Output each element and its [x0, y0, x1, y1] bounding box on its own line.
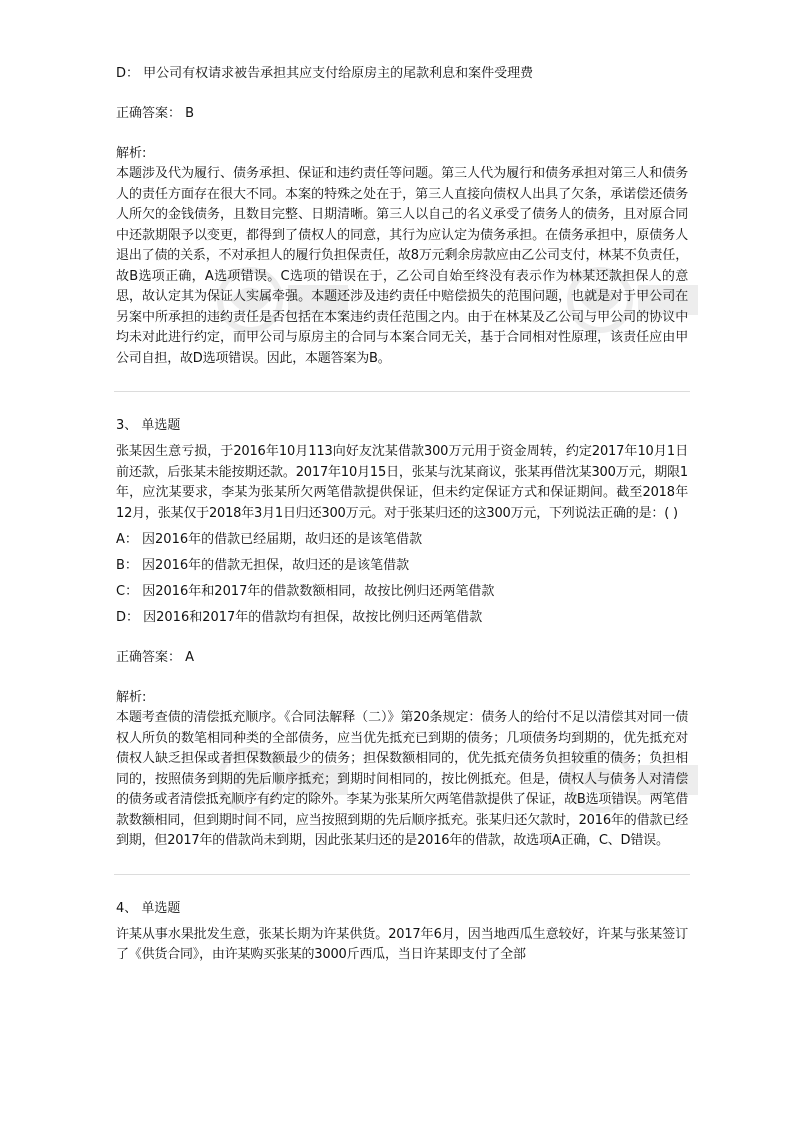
document-page	[116, 64, 688, 966]
q4-header: 4、 单选题	[116, 900, 181, 916]
q2-correct-answer: 正确答案： B	[116, 106, 195, 121]
section-divider	[114, 391, 690, 392]
q2-analysis-label: 解析:	[116, 146, 147, 161]
q3-option-c: C： 因2016年和2017年的借款数额相同，故按比例归还两笔借款	[116, 584, 495, 599]
q4-stem: 许某从事水果批发生意，张某长期为许某供货。2017年6月，因当地西瓜生意较好，许某与张某签订了《供货合同》，由许某购买张某的3000斤西瓜，当日许某即支付了全部	[116, 926, 688, 962]
q3-option-b: B： 因2016年的借款无担保，故归还的是该笔借款	[116, 558, 410, 573]
q3-analysis-label: 解析:	[116, 690, 147, 705]
q3-option-d: D： 因2016和2017年的借款均有担保，故按比例归还两笔借款	[116, 610, 483, 625]
q3-analysis-text: 本题考查债的清偿抵充顺序。《合同法解释（二）》第20条规定：债务人的给付不足以清偿其对同一债权人所负的数笔相同种类的全部债务，应当优先抵充已到期的债务；几项债务均到期的，优先抵充对债权人缺乏担保或者担保数额最少的债务；担保数额相同的，优先抵充债务负担较重的债务；负担相同的，按照债务到期的先后顺序抵充；到期时间相同的，按比例抵充。但是，债权人与债务人对清偿的债务或者清偿抵充顺序有约定的除外。李某为张某所欠两笔借款提供了保证，故B选项错误。两笔借款数额相同，但到期时间不同，应当按照到期的先后顺序抵充。张某归还欠款时，2016年的借款已经到期，但2017年的借款尚未到期，因此张某归还的是2016年的借款，故选项A正确，C、D错误。	[116, 710, 688, 848]
q3-option-a: A： 因2016年的借款已经届期，故归还的是该笔借款	[116, 532, 423, 547]
q2-option-d: D： 甲公司有权请求被告承担其应支付给原房主的尾款利息和案件受理费	[116, 66, 534, 81]
q3-header: 3、 单选题	[116, 418, 181, 433]
q3-correct-answer: 正确答案： A	[116, 650, 195, 665]
q2-analysis-text: 本题涉及代为履行、债务承担、保证和违约责任等问题。第三人代为履行和债务承担对第三人和债务人的责任方面存在很大不同。本案的特殊之处在于，第三人直接向债权人出具了欠条，承诺偿还债务人所欠的金钱债务，且数目完整、日期清晰。第三人以自己的名义承受了债务人的债务，且对原合同中还款期限予以变更，都得到了债权人的同意，其行为应认定为债务承担。在债务承担中，原债务人退出了债的关系，不对承担人的履行负担保责任，故8万元剩余房款应由乙公司支付，林某不负责任，故B选项正确，A选项错误。C选项的错误在于，乙公司自始至终没有表示作为林某还款担保人的意思，故认定其为保证人实属牵强。本题还涉及违约责任中赔偿损失的范围问题，也就是对于甲公司在另案中所承担的违约责任是否包括在本案违约责任范围之内。由于在林某及乙公司与甲公司的协议中均未对此进行约定，而甲公司与原房主的合同与本案合同无关，基于合同相对性原理，该责任应由甲公司自担，故D选项错误。因此，本题答案为B。	[116, 166, 688, 366]
q3-stem: 张某因生意亏损，于2016年10月113向好友沈某借款300万元用于资金周转，约定2017年10月1日前还款，后张某未能按期还款。2017年10月15日，张某与沈某商议，张某再借沈某300万元，期限1年，应沈某要求，李某为张某所欠两笔借款提供保证，但未约定保证方式和保证期间。截至2018年12月，张某仅于2018年3月1日归还300万元。对于张某归还的这300万元，下列说法正确的是：( )	[116, 444, 688, 521]
section-divider	[114, 874, 690, 875]
